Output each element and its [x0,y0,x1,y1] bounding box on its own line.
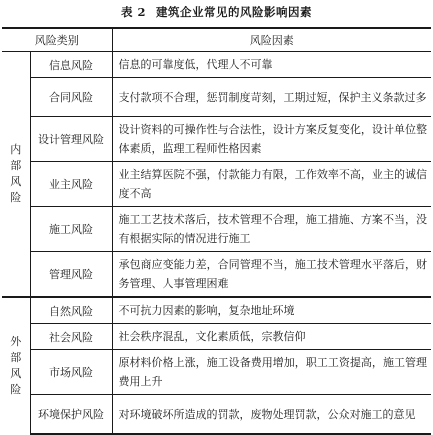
risk-category: 施工风险 [30,207,112,252]
risk-category: 自然风险 [30,297,112,324]
risk-category: 环境保护风险 [30,395,112,435]
risk-factor: 对环境破坏所造成的罚款，废物处理罚款，公众对施工的意见 [112,395,431,435]
table-row [2,252,431,298]
risk-factor: 承包商应变能力差，合同管理不当，施工技术管理水平落后，财务管理、人事管理困难 [112,252,431,298]
risk-category: 设计管理风险 [30,117,112,162]
table-row [2,324,431,350]
table-row [2,297,431,324]
risk-category: 信息风险 [30,52,112,78]
table-caption [0,4,433,20]
table-row [2,162,431,207]
table-row [2,350,431,395]
risk-category: 合同风险 [30,78,112,117]
risk-factor: 信息的可靠度低，代理人不可靠 [112,52,431,78]
risk-category: 社会风险 [30,324,112,350]
risk-factor: 施工工艺技术落后，技术管理不合理，施工措施、方案不当，没有根据实际的情况进行施工 [112,207,431,252]
header-row [2,28,431,52]
group-label-external: 外 部 风 险 [2,297,30,434]
risk-factor: 业主结算医院不强，付款能力有限，工作效率不高，业主的诚信度不高 [112,162,431,207]
risk-category: 市场风险 [30,350,112,395]
header-category: 风险类别 [2,28,112,52]
table-row [2,395,431,435]
risk-factor: 支付款项不合理，惩罚制度苛刻，工期过短，保护主义条款过多 [112,78,431,117]
table-row [2,52,431,78]
header-factors: 风险因素 [112,28,431,52]
table-title: 建筑企业常见的风险影响因素 [156,5,312,19]
risk-factor-table [2,27,431,435]
table-number: 表 2 [120,5,146,19]
table-row [2,117,431,162]
risk-factor: 设计资料的可操作性与合法性，设计方案反复变化，设计单位整体素质，监理工程师性格因素 [112,117,431,162]
risk-factor: 原材料价格上涨，施工设备费用增加，职工工资提高，施工管理费用上升 [112,350,431,395]
risk-factor: 不可抗力因素的影响，复杂地址环境 [112,297,431,324]
risk-category: 业主风险 [30,162,112,207]
table-row [2,207,431,252]
risk-category: 管理风险 [30,252,112,298]
table-row [2,78,431,117]
group-label-internal: 内 部 风 险 [2,52,30,298]
risk-factor: 社会秩序混乱，文化素质低，宗教信仰 [112,324,431,350]
